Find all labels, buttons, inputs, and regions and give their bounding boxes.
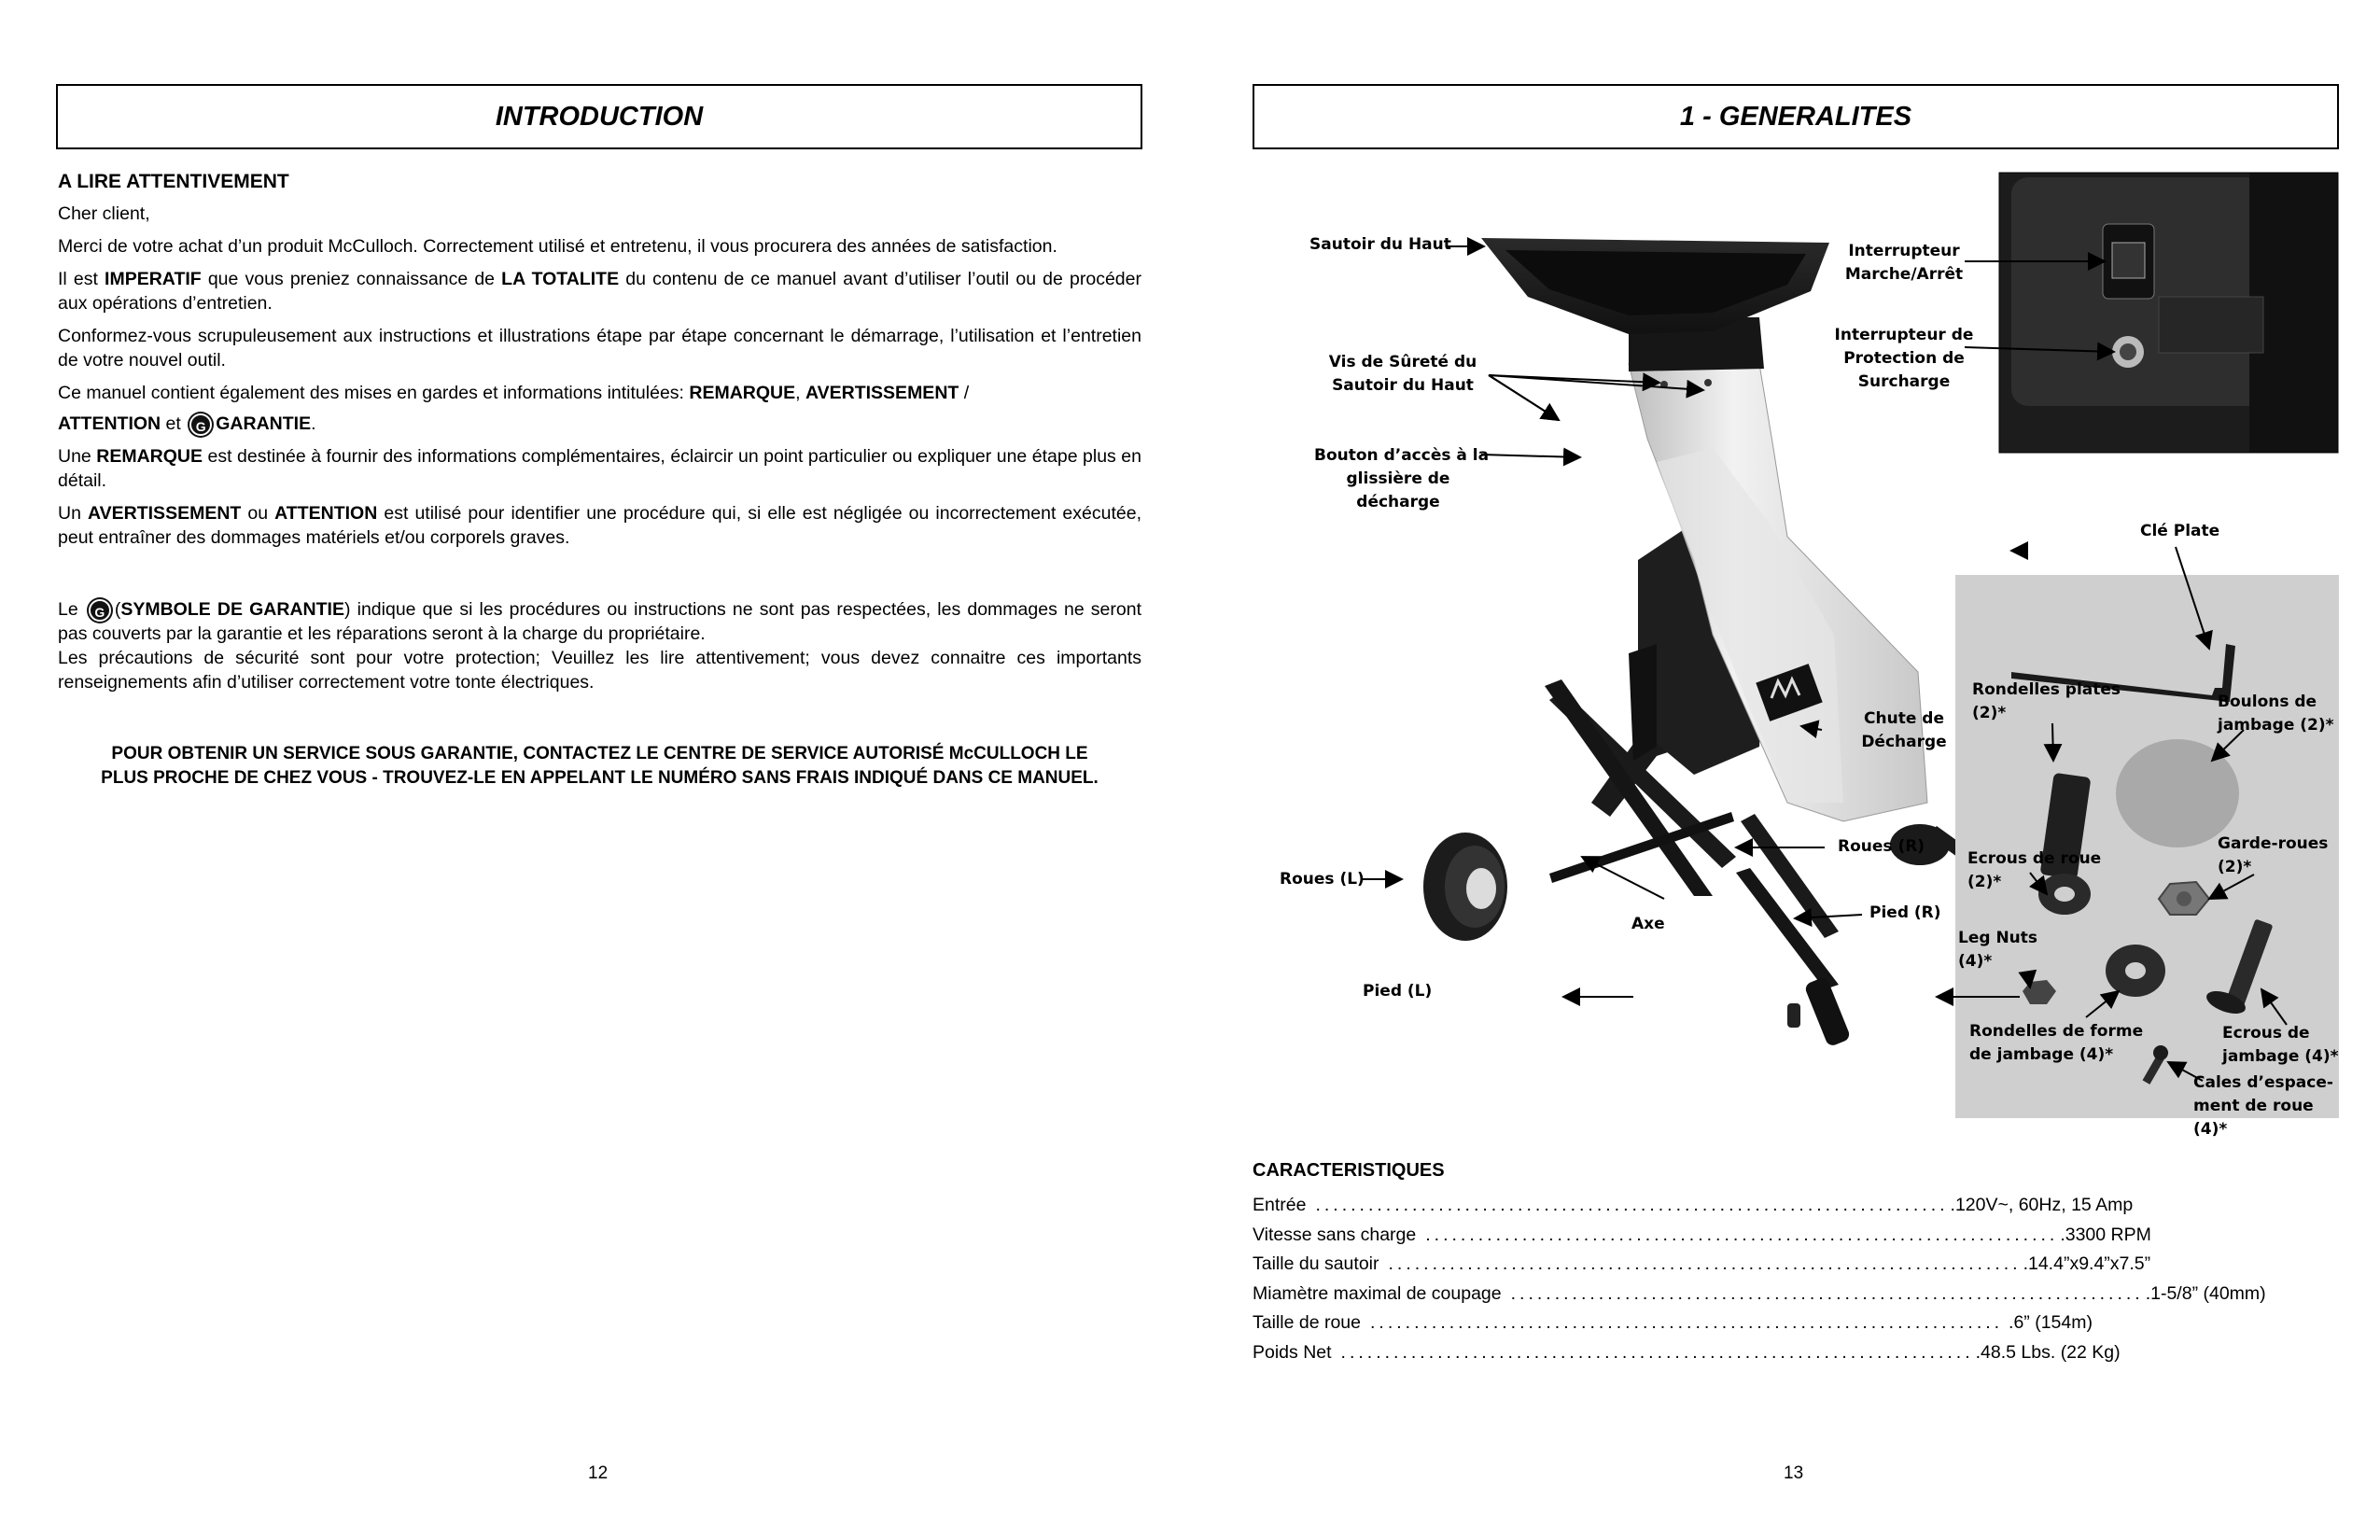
label-axe: Axe: [1631, 915, 1665, 933]
right-page: [1190, 0, 2380, 1540]
label-rondelles-forme: Rondelles de forme de jambage (4)*: [1969, 1022, 2144, 1064]
warranty-service-notice: POUR OBTENIR UN SERVICE SOUS GARANTIE, CONTACTEZ LE CENTRE DE SERVICE AUTORISÉ McCULLOCH LE PLUS PROCHE DE CHEZ VOUS - TROUVEZ-LE EN APPELANT LE NUMÉRO SANS FRAIS INDIQUÉ DANS CE MANUEL.: [101, 744, 1099, 788]
specifications: [1253, 1160, 2266, 1367]
page-title: 1 - GENERALITES: [1679, 101, 1912, 132]
label-sautoir-haut: Sautoir du Haut: [1309, 235, 1451, 254]
label-roues-l: Roues (L): [1280, 870, 1365, 889]
label-protection-surcharge: Interrupteur de Protection de Surcharge: [1834, 326, 1974, 391]
label-ecrous-jambage: Ecrous de jambage (4)*: [2222, 1024, 2339, 1066]
spec-row: Miamètre maximal de coupage ........................................................................ .1-5/8” (40mm): [1253, 1282, 2266, 1304]
warranty-symbol-icon: G: [89, 599, 111, 622]
label-cales-espacement: Cales d’espace- ment de roue (4)*: [2193, 1073, 2333, 1139]
paragraph-precautions: Les précautions de sécurité sont pour votre protection; Veuillez les lire attentivement; vous devez connaitre ces importants renseignements afin d’utiliser correctement votre tonte électriques.: [58, 648, 1141, 693]
label-vis-surete: Vis de Sûreté du Sautoir du Haut: [1328, 353, 1477, 395]
section-heading: A LIRE ATTENTIVEMENT: [58, 171, 289, 192]
label-pied-l: Pied (L): [1363, 982, 1433, 1001]
label-boulons-jambage: Boulons de jambage (2)*: [2218, 693, 2334, 735]
intro-body: [58, 170, 1141, 703]
paragraph-remarque: Une REMARQUE est destinée à fournir des informations complémentaires, éclaircir un point particulier ou expliquer une étape plus en détail.: [58, 446, 1141, 491]
label-garde-roues: Garde-roues (2)*: [2218, 834, 2329, 876]
paragraph-conformez: Conformez-vous scrupuleusement aux instructions et illustrations étape par étape concernant le démarrage, l’utilisation et l’entretien de votre nouvel outil.: [58, 326, 1141, 371]
greeting: Cher client,: [58, 203, 150, 224]
label-pied-r: Pied (R): [1869, 903, 1941, 922]
warranty-symbol-icon: G: [189, 413, 212, 436]
label-rondelles-plates: Rondelles plates (2)*: [1972, 680, 2121, 722]
label-leg-nuts: Leg Nuts (4)*: [1958, 929, 2038, 971]
paragraph-thanks: Merci de votre achat d’un produit McCulloch. Correctement utilisé et entretenu, il vous procurera des années de satisfaction.: [58, 236, 1057, 257]
label-bouton-acces: Bouton d’accès à la glissière de décharge: [1314, 446, 1490, 511]
page-title: INTRODUCTION: [495, 101, 704, 132]
paragraph-avertissement: Un AVERTISSEMENT ou ATTENTION est utilisé pour identifier une procédure qui, si elle est négligée ou incorrectement exécutée, peut entraîner des dommages matériels et/ou corporels graves.: [58, 503, 1141, 548]
label-roues-r: Roues (R): [1838, 837, 1925, 856]
page-number: 13: [1784, 1463, 1804, 1483]
spec-row: Entrée ........................................................................ .120V~, 60Hz, 15 Amp: [1253, 1195, 2134, 1216]
paragraph-imperatif: Il est IMPERATIF que vous preniez connaissance de LA TOTALITE du contenu de ce manuel avant d’utiliser l’outil ou de procéder aux opérations d’entretien.: [58, 269, 1141, 314]
label-chute-decharge: Chute de Décharge: [1861, 709, 1947, 751]
switch-panel-photo: [1999, 173, 2338, 453]
intro-title-box: [56, 84, 1142, 149]
paragraph-mises-en-garde: Ce manuel contient également des mises en gardes et informations intitulées: REMARQUE, AVERTISSEMENT /: [58, 383, 970, 403]
paragraph-symbole-garantie: Le G (SYMBOLE DE GARANTIE) indique que si les procédures ou instructions ne sont pas respectées, les dommages ne seront pas couverts par la garantie et les réparations seront à la charge du propriétaire.: [58, 599, 1142, 644]
spec-row: Poids Net ........................................................................ .48.5 Lbs. (22 Kg): [1253, 1341, 2121, 1363]
spec-row: Vitesse sans charge ........................................................................ .3300 RPM: [1253, 1224, 2151, 1245]
page-number: 12: [588, 1463, 609, 1483]
label-ecrous-roue: Ecrous de roue (2)*: [1967, 849, 2102, 891]
label-cle-plate: Clé Plate: [2140, 522, 2220, 540]
spec-row: Taille de roue ........................................................................ .6” (154m): [1253, 1312, 2093, 1334]
paragraph-attention-garantie: ATTENTION et G GARANTIE.: [58, 413, 316, 434]
spec-row: Taille du sautoir ........................................................................ .14.4”x9.4”x7.5”: [1253, 1253, 2151, 1275]
label-interrupteur: Interrupteur Marche/Arrêt: [1844, 242, 1964, 284]
specs-title: CARACTERISTIQUES: [1253, 1160, 1445, 1181]
